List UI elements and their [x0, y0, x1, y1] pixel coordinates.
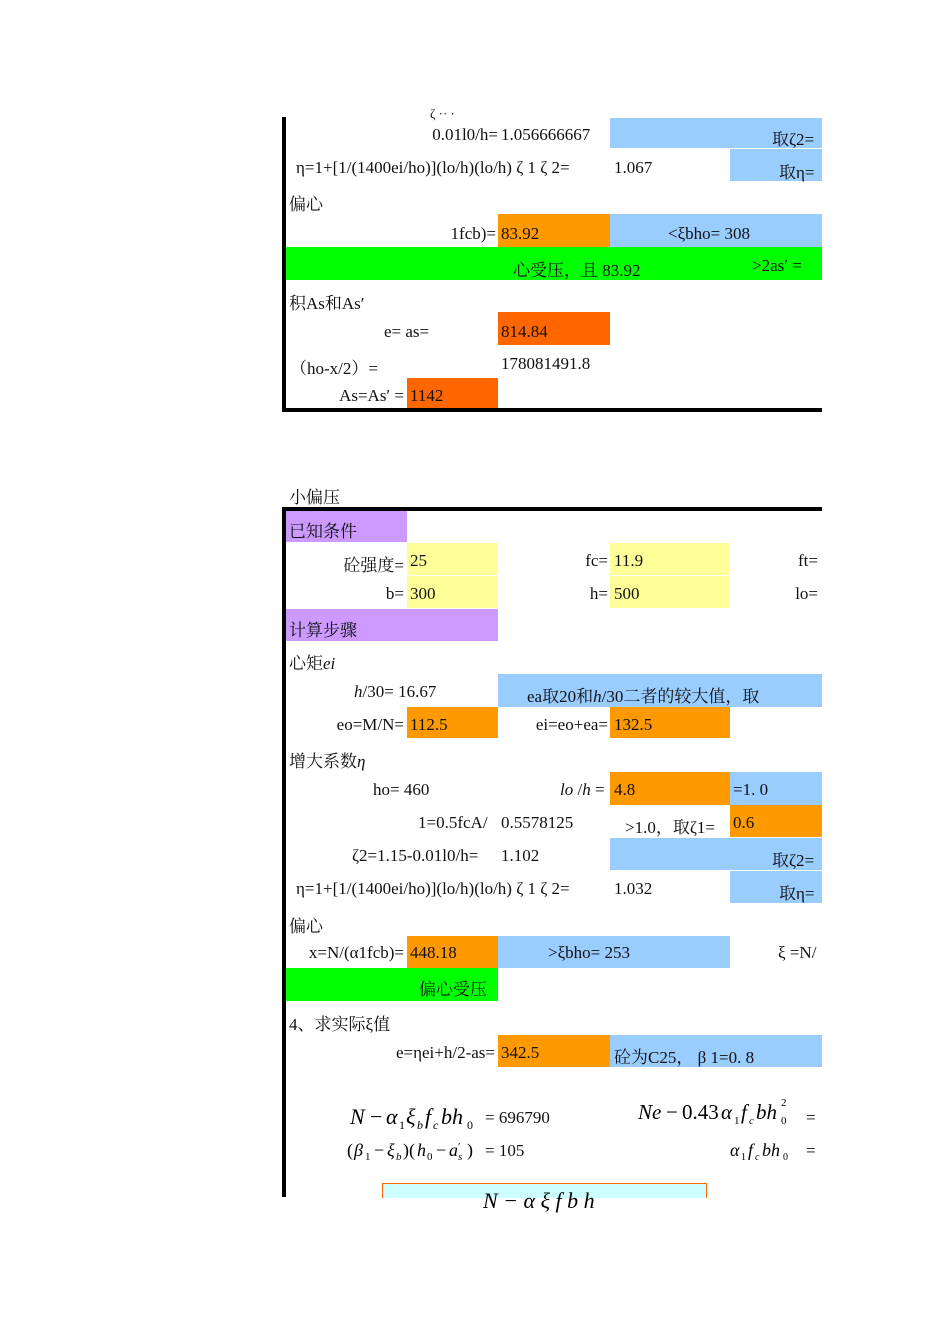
formula4-eq: = [806, 1141, 816, 1160]
eiv-label: ei=eo+ea= [535, 715, 608, 734]
eta2-value: 1.032 [614, 879, 653, 898]
row1-right: 取ζ2= [772, 130, 815, 149]
ea-note-b: /30二者的较大值，取 [601, 687, 760, 706]
ea-note [527, 682, 759, 707]
eta-label: 增大系数 [289, 752, 357, 771]
row2-value: 1.067 [614, 158, 653, 177]
formula-beta-minus-xi-times-ho-minus-as [347, 1136, 482, 1166]
formula1-value: = 696790 [485, 1108, 550, 1127]
loh-slash: / [577, 780, 583, 799]
z2-label: ζ2=1.15-0.01l0/h= [352, 846, 479, 865]
row5-right: >2as′ = [752, 256, 802, 275]
svg-text:−: − [436, 1140, 447, 1160]
b-value: 300 [410, 584, 436, 603]
row7-label: e= as= [384, 322, 430, 341]
row5-text: 心受压，且 83.92 [513, 261, 641, 280]
row1-label: 0.01l0/h= [432, 125, 498, 144]
h30-suffix: /30= [362, 682, 394, 701]
concrete-value: 25 [410, 551, 427, 570]
svg-text:0: 0 [427, 1151, 433, 1163]
svg-text:−: − [374, 1140, 385, 1160]
svg-text:bh: bh [756, 1100, 777, 1124]
b-label: b= [385, 584, 404, 603]
formula3-eq: = [806, 1108, 816, 1127]
row9-label: As=As′ = [339, 386, 404, 405]
svg-text:h: h [417, 1140, 426, 1160]
svg-text:′: ′ [458, 1141, 461, 1153]
x-right: ξ =N/ [778, 943, 817, 962]
svg-text:f: f [425, 1104, 432, 1129]
svg-text:c: c [755, 1152, 760, 1163]
e-note: 砼为C25， β 1=0. 8 [614, 1048, 755, 1067]
loh-formula [560, 780, 605, 800]
svg-text:1: 1 [734, 1115, 740, 1127]
row6-label: 积As和As′ [289, 294, 365, 313]
green-text: 偏心受压 [419, 980, 487, 999]
svg-text:0: 0 [781, 1115, 787, 1127]
cyan-formula-box [382, 1183, 707, 1213]
ft-label: ft= [798, 551, 818, 570]
formula-alpha-fcbho [730, 1136, 800, 1166]
x-label: x=N/(α1fcb)= [308, 943, 404, 962]
ei-label: 心矩 [289, 654, 323, 673]
eta2-right: 取η= [779, 884, 815, 903]
lo-label: lo= [795, 584, 818, 603]
z2-value: 1.102 [501, 846, 540, 865]
clipped-text-artifact: ζ ·· · [430, 106, 455, 121]
svg-text:N − α ξ f b h: N − α ξ f b h [483, 1188, 595, 1213]
ho-value: 460 [403, 780, 430, 799]
h-label: h= [589, 584, 608, 603]
eiv-value: 132.5 [614, 715, 653, 734]
steps-header: 计算步骤 [289, 621, 357, 640]
h30-h: h [354, 682, 363, 701]
svg-text:ξ: ξ [406, 1104, 416, 1129]
formula-n-minus-alpha-xi-fcbho [350, 1098, 485, 1134]
known-header: 已知条件 [289, 522, 357, 541]
h30-formula [354, 682, 436, 702]
svg-text:−: − [370, 1104, 383, 1129]
h30-value: 16.67 [398, 682, 437, 701]
row8-label: （ho-x/2）= [290, 359, 378, 378]
x-compare: >ξbho= 253 [548, 943, 631, 962]
fc-label: fc= [585, 551, 608, 570]
row4-right: <ξbho= 308 [668, 224, 751, 243]
svg-text:2: 2 [781, 1097, 787, 1109]
svg-text:α: α [386, 1104, 398, 1129]
fc-value: 11.9 [614, 551, 644, 570]
eta2-label: η=1+[1/(1400ei/ho)](lo/h)(lo/h) ζ 1 ζ 2= [296, 879, 570, 898]
z1-label: 1=0.5fcA/ [418, 813, 488, 832]
formula-ne-minus-043-alpha-fcbho2 [638, 1094, 798, 1128]
z1-mid: >1.0，取ζ1= [625, 818, 715, 837]
formula2-value: = 105 [485, 1141, 525, 1160]
x-value: 448.18 [410, 943, 457, 962]
svg-text:b: b [417, 1118, 423, 1132]
svg-text:a: a [449, 1140, 458, 1160]
svg-text:s: s [458, 1151, 463, 1163]
row4-value: 83.92 [501, 224, 540, 243]
svg-text:c: c [433, 1118, 439, 1132]
row4-label: 1fcb)= [450, 224, 496, 243]
eo-value: 112.5 [410, 715, 448, 734]
eta-symbol: η [357, 752, 366, 771]
bottom-border-top [282, 408, 822, 412]
ecc-label: 偏心 [289, 917, 323, 936]
e-value: 342.5 [501, 1043, 540, 1062]
loh-eq: = [594, 780, 605, 799]
eta-heading [289, 747, 365, 772]
loh-value: 4.8 [614, 780, 636, 799]
loh-lo: lo [560, 780, 574, 799]
svg-text:1: 1 [741, 1152, 746, 1163]
svg-text:bh: bh [441, 1104, 463, 1129]
svg-text:)(: )( [403, 1140, 415, 1160]
row2-label: η=1+[1/(1400ei/ho)](lo/h)(lo/h) ζ 1 ζ 2= [296, 158, 570, 177]
row7-value: 814.84 [501, 322, 548, 341]
svg-text:bh: bh [762, 1140, 780, 1160]
row2-right: 取η= [779, 163, 815, 182]
svg-text:−: − [666, 1100, 678, 1124]
z2-right: 取ζ2= [772, 851, 815, 870]
loh-h: h [582, 780, 591, 799]
ei-symbol: ei [323, 654, 336, 673]
svg-text:α: α [730, 1140, 740, 1160]
ei-heading [289, 649, 335, 674]
section-heading: 小偏压 [289, 488, 340, 507]
ea-note-h: h [593, 687, 602, 706]
z1-take: 0.6 [733, 813, 755, 832]
cut-formula-glyphs [383, 1184, 706, 1213]
e-label: e=ηei+h/2-as= [395, 1043, 495, 1062]
concrete-label: 砼强度= [343, 556, 404, 575]
svg-text:f: f [748, 1140, 754, 1160]
svg-text:f: f [741, 1100, 747, 1124]
row8-value: 178081491.8 [501, 354, 591, 373]
h-value: 500 [614, 584, 640, 603]
svg-text:α: α [721, 1100, 733, 1124]
ho-formula [373, 780, 429, 800]
svg-text:0: 0 [783, 1152, 788, 1163]
svg-text:): ) [467, 1140, 473, 1160]
svg-text:β: β [354, 1140, 363, 1160]
svg-text:b: b [396, 1151, 402, 1163]
step4-heading: 4、求实际ξ值 [289, 1015, 391, 1034]
eo-label: eo=M/N= [336, 715, 404, 734]
row1-value: 1.056666667 [501, 125, 591, 144]
svg-text:1: 1 [399, 1118, 405, 1132]
ea-note-a: ea取20和 [527, 687, 594, 706]
z1-value: 0.5578125 [501, 813, 574, 832]
ho-label: ho= [373, 780, 400, 799]
svg-text:0.43: 0.43 [682, 1100, 719, 1124]
svg-text:c: c [749, 1115, 754, 1127]
svg-text:Ne: Ne [638, 1100, 662, 1124]
loh-right: =1. 0 [733, 780, 769, 799]
row3-label: 偏心 [289, 195, 323, 214]
svg-text:0: 0 [467, 1118, 473, 1132]
svg-text:1: 1 [365, 1151, 371, 1163]
svg-text:(: ( [347, 1140, 353, 1160]
row9-value: 1142 [410, 386, 444, 405]
svg-text:ξ: ξ [387, 1140, 395, 1160]
svg-text:N: N [350, 1104, 365, 1129]
